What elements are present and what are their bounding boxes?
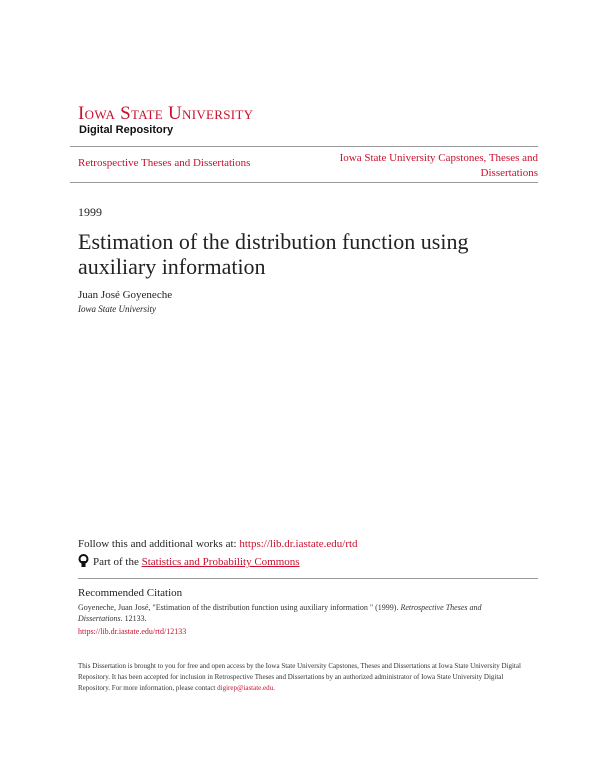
follow-prefix: Follow this and additional works at:: [78, 538, 240, 550]
disclaimer-end: .: [273, 684, 275, 692]
university-logo-title: Iowa State University: [78, 103, 254, 124]
header-bottom-rule: [70, 182, 538, 183]
disclaimer-body: This Dissertation is brought to you for free and open access by the Iowa State University Capstones, Theses and Dissertations at Iowa State University Digital Repository. It has been accepted for inclusion in Retrospective Theses and Dissertations by an authorized administrator of Iowa State University Digital Repository. For more information, please contact: [78, 662, 521, 692]
statistics-commons-link[interactable]: Statistics and Probability Commons: [141, 556, 300, 568]
author-affiliation: Iowa State University: [78, 304, 156, 314]
recommended-citation-heading: Recommended Citation: [78, 587, 183, 599]
repository-logo-subtitle: Digital Repository: [79, 124, 174, 136]
citation-text: [78, 602, 528, 624]
author-name: Juan José Goyeneche: [78, 289, 173, 301]
disclaimer-text: [78, 661, 528, 694]
open-access-icon: [78, 554, 89, 570]
citation-prefix: Goyeneche, Juan José, "Estimation of the distribution function using auxiliary information " (1999).: [78, 603, 401, 612]
capstones-theses-link[interactable]: Iowa State University Capstones, Theses and Dissertations: [339, 152, 538, 179]
citation-suffix: . 12133.: [120, 614, 147, 623]
part-of-prefix: Part of the: [93, 556, 139, 568]
citation-url-link[interactable]: https://lib.dr.iastate.edu/rtd/12133: [78, 627, 187, 636]
publication-year: 1999: [78, 205, 102, 219]
follow-line: [78, 538, 358, 550]
paper-title: Estimation of the distribution function using auxiliary information: [78, 229, 469, 279]
citation-rule: [78, 578, 538, 579]
citation-series: Retrospective Theses and Dissertations: [78, 603, 482, 623]
follow-url-link[interactable]: https://lib.dr.iastate.edu/rtd: [239, 538, 358, 550]
retrospective-theses-link[interactable]: Retrospective Theses and Dissertations: [78, 157, 251, 169]
part-of-line: [78, 554, 300, 570]
contact-email-link[interactable]: digirep@iastate.edu: [217, 684, 274, 692]
header-top-rule: [70, 146, 538, 147]
